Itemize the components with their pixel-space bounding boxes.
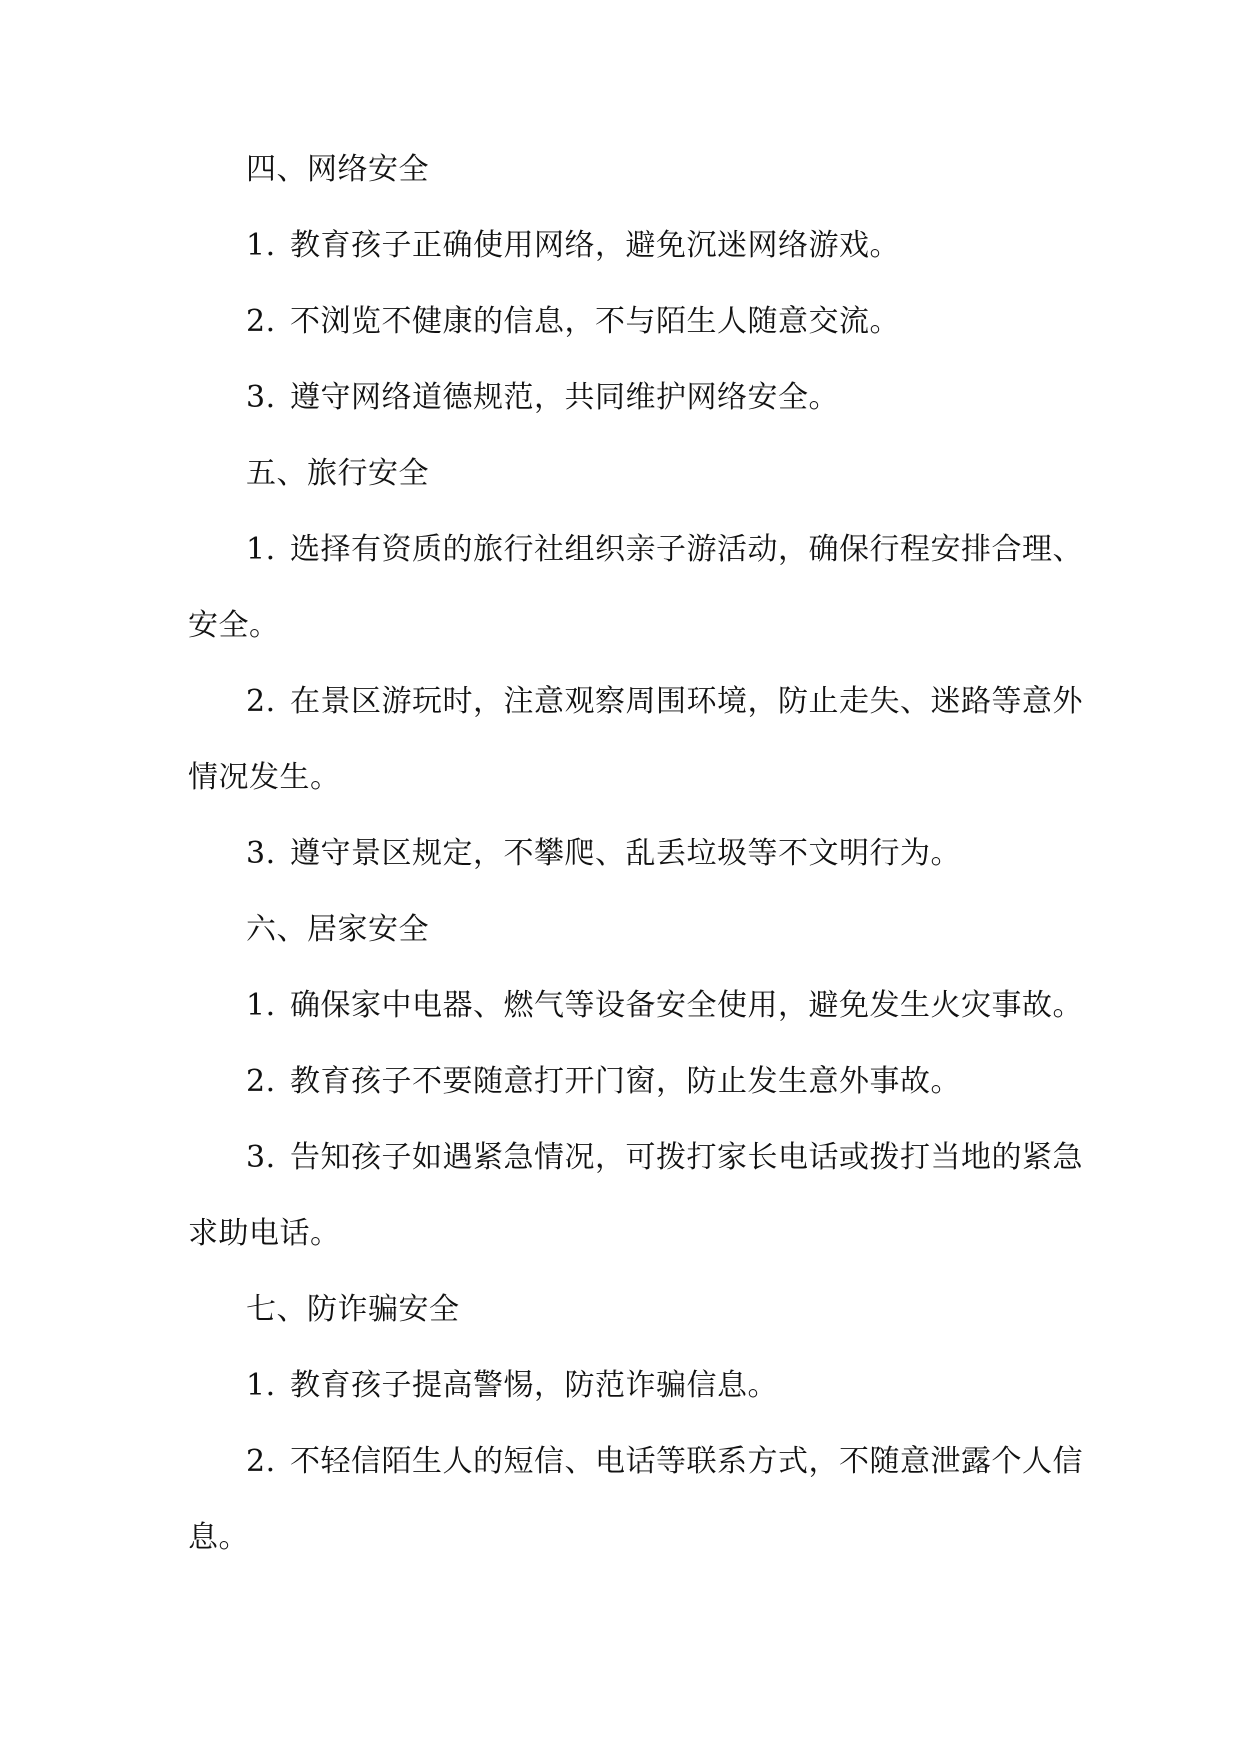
list-item xyxy=(246,1140,1083,1176)
list-item xyxy=(246,988,1083,1024)
item-text: 遵守景区规定，不攀爬、乱丢垃圾等不文明行为。 xyxy=(290,836,961,871)
list-item xyxy=(246,684,1083,720)
item-continuation: 安全。 xyxy=(188,608,280,643)
item-continuation: 情况发生。 xyxy=(188,760,341,795)
item-number: 1. xyxy=(246,228,276,263)
item-text: 确保家中电器、燃气等设备安全使用，避免发生火灾事故。 xyxy=(290,988,1083,1023)
section-heading: 四、网络安全 xyxy=(246,152,429,187)
section-heading: 六、居家安全 xyxy=(246,912,429,947)
item-text: 不轻信陌生人的短信、电话等联系方式，不随意泄露个人信 xyxy=(290,1444,1083,1479)
item-text: 教育孩子正确使用网络，避免沉迷网络游戏。 xyxy=(290,228,900,263)
item-text: 在景区游玩时，注意观察周围环境，防止走失、迷路等意外 xyxy=(290,684,1083,719)
item-continuation: 求助电话。 xyxy=(188,1216,341,1251)
item-number: 1. xyxy=(246,1368,276,1403)
item-text: 告知孩子如遇紧急情况，可拨打家长电话或拨打当地的紧急 xyxy=(290,1140,1083,1175)
item-number: 1. xyxy=(246,532,276,567)
list-item xyxy=(246,1444,1083,1480)
list-item xyxy=(246,228,900,264)
item-number: 3. xyxy=(246,836,276,871)
item-number: 2. xyxy=(246,684,276,719)
section-heading: 七、防诈骗安全 xyxy=(246,1292,460,1327)
list-item xyxy=(246,1064,961,1100)
item-number: 2. xyxy=(246,1444,276,1479)
item-text: 选择有资质的旅行社组织亲子游活动，确保行程安排合理、 xyxy=(290,532,1083,567)
item-text: 不浏览不健康的信息，不与陌生人随意交流。 xyxy=(290,304,900,339)
item-text: 遵守网络道德规范，共同维护网络安全。 xyxy=(290,380,839,415)
list-item xyxy=(246,1368,778,1404)
item-continuation: 息。 xyxy=(188,1520,249,1555)
list-item xyxy=(246,532,1083,568)
item-text: 教育孩子不要随意打开门窗，防止发生意外事故。 xyxy=(290,1064,961,1099)
list-item xyxy=(246,304,900,340)
item-number: 2. xyxy=(246,1064,276,1099)
item-number: 3. xyxy=(246,380,276,415)
item-number: 1. xyxy=(246,988,276,1023)
item-number: 3. xyxy=(246,1140,276,1175)
item-number: 2. xyxy=(246,304,276,339)
list-item xyxy=(246,380,839,416)
section-heading: 五、旅行安全 xyxy=(246,456,429,491)
item-text: 教育孩子提高警惕，防范诈骗信息。 xyxy=(290,1368,778,1403)
list-item xyxy=(246,836,961,872)
